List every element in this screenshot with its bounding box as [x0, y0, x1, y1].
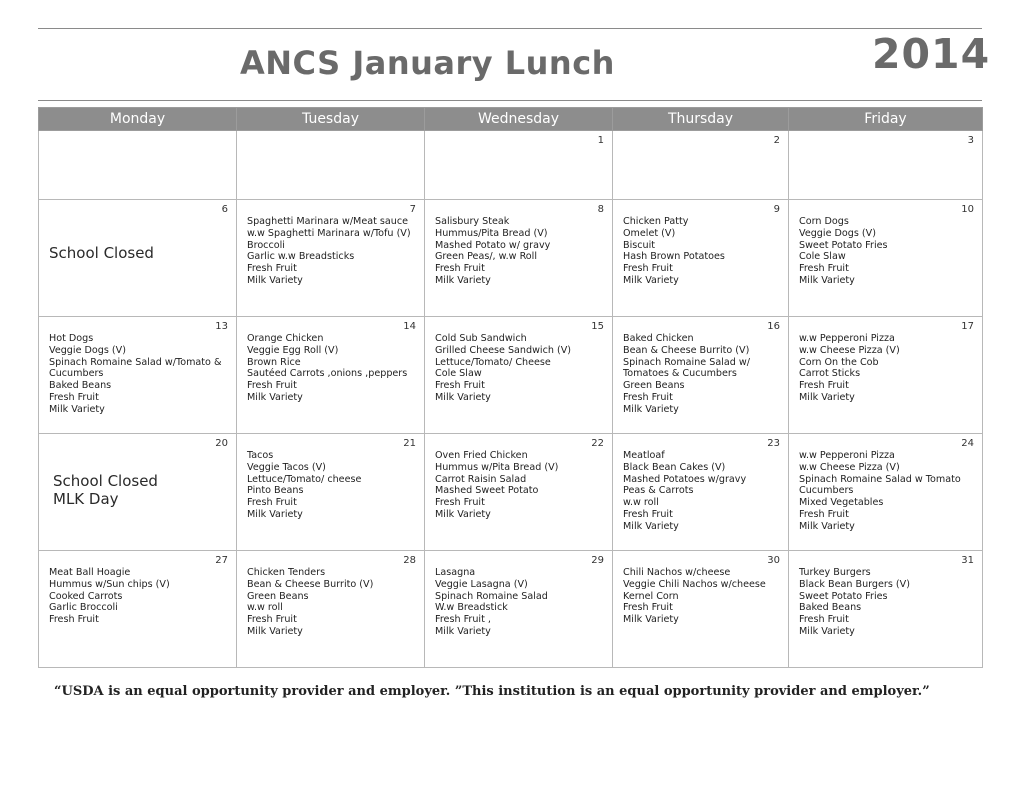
menu-item: Spinach Romaine Salad: [435, 590, 548, 602]
menu-item: Broccoli: [247, 239, 285, 251]
menu-item: Fresh Fruit: [799, 614, 849, 626]
menu-item: Hot Dogs: [49, 333, 94, 344]
menu-list: [789, 200, 982, 287]
day-cell-thursday: [613, 317, 789, 434]
menu-item: Mashed Potato w/ gravy: [435, 239, 551, 251]
menu-item: Orange Chicken: [247, 333, 324, 344]
menu-item: Milk Variety: [247, 625, 303, 637]
day-cell-monday: [39, 131, 237, 200]
menu-item: Omelet (V): [623, 227, 676, 239]
day-cell-monday: [39, 200, 237, 317]
menu-item: Fresh Fruit: [435, 263, 485, 275]
day-header-monday: Monday: [39, 108, 237, 131]
week-row: [39, 317, 983, 434]
day-header-tuesday: Tuesday: [237, 108, 425, 131]
week-row: [39, 551, 983, 668]
menu-item: Turkey Burgers: [799, 567, 871, 578]
closed-label: School Closed: [49, 244, 154, 262]
menu-item: Fresh Fruit: [49, 391, 99, 403]
day-number: 9: [773, 204, 780, 215]
day-cell-monday: [39, 317, 237, 434]
menu-item: Green Beans: [247, 590, 309, 602]
menu-item: Cucumbers: [49, 368, 104, 380]
menu-item: Milk Variety: [435, 508, 491, 520]
closed-label: School Closed: [53, 472, 158, 490]
menu-list: [425, 317, 612, 404]
menu-item: Carrot Sticks: [799, 368, 861, 380]
menu-list: [237, 200, 424, 287]
menu-item: Milk Variety: [247, 391, 303, 403]
menu-list: [613, 200, 788, 287]
year-label: 2014: [872, 30, 991, 78]
day-number: 22: [591, 438, 604, 449]
day-cell-wednesday: [425, 551, 613, 668]
menu-item: w.w roll: [623, 497, 659, 509]
day-cell-tuesday: [237, 551, 425, 668]
menu-item: Milk Variety: [623, 614, 679, 626]
day-cell-wednesday: [425, 131, 613, 200]
menu-item: Fresh Fruit: [623, 263, 673, 275]
menu-item: Lettuce/Tomato/ Cheese: [435, 356, 551, 368]
page-title: ANCS January Lunch: [240, 44, 615, 82]
menu-item: Fresh Fruit: [247, 614, 297, 626]
day-cell-tuesday: [237, 200, 425, 317]
menu-item: Milk Variety: [799, 625, 855, 637]
menu-item: w.w Cheese Pizza (V): [799, 344, 900, 356]
menu-item: Fresh Fruit: [623, 602, 673, 614]
menu-item: Oven Fried Chicken: [435, 450, 528, 461]
menu-item: Cucumbers: [799, 485, 854, 497]
menu-item: Lasagna: [435, 567, 476, 578]
menu-item: Fresh Fruit ,: [435, 614, 491, 626]
menu-item: Spaghetti Marinara w/Meat sauce: [247, 216, 409, 227]
top-rule: [38, 28, 982, 29]
day-number: 23: [767, 438, 780, 449]
menu-item: Hummus w/Pita Bread (V): [435, 461, 559, 473]
menu-item: Chicken Tenders: [247, 567, 326, 578]
menu-item: Green Beans: [623, 380, 685, 392]
menu-item: Veggie Egg Roll (V): [247, 344, 339, 356]
school-closed-note: [53, 472, 158, 508]
day-number: 31: [961, 555, 974, 566]
menu-item: Spinach Romaine Salad w Tomato: [799, 473, 961, 485]
menu-item: Fresh Fruit: [49, 614, 99, 626]
menu-list: [237, 434, 424, 521]
menu-item: Mashed Sweet Potato: [435, 485, 539, 497]
menu-item: Meatloaf: [623, 450, 665, 461]
menu-item: Garlic Broccoli: [49, 602, 118, 614]
menu-item: Fresh Fruit: [247, 380, 297, 392]
menu-list: [425, 200, 612, 287]
day-cell-tuesday: [237, 131, 425, 200]
menu-item: Chili Nachos w/cheese: [623, 567, 731, 578]
menu-item: Milk Variety: [799, 274, 855, 286]
menu-item: W.w Breadstick: [435, 602, 508, 614]
menu-item: Veggie Dogs (V): [799, 227, 876, 239]
day-number: 6: [221, 204, 228, 215]
menu-item: Milk Variety: [49, 403, 105, 415]
day-number: 21: [403, 438, 416, 449]
menu-item: Sweet Potato Fries: [799, 590, 888, 602]
day-number: 17: [961, 321, 974, 332]
day-number: 7: [409, 204, 416, 215]
day-cell-thursday: [613, 131, 789, 200]
menu-item: Cooked Carrots: [49, 590, 123, 602]
day-header-wednesday: Wednesday: [425, 108, 613, 131]
menu-list: [39, 551, 236, 626]
menu-item: Milk Variety: [435, 391, 491, 403]
day-number: 14: [403, 321, 416, 332]
menu-item: Tacos: [247, 450, 274, 461]
menu-item: Chicken Patty: [623, 216, 689, 227]
menu-item: w.w Cheese Pizza (V): [799, 461, 900, 473]
day-cell-tuesday: [237, 434, 425, 551]
menu-item: w.w roll: [247, 602, 283, 614]
day-number: 2: [773, 135, 780, 146]
menu-item: Milk Variety: [247, 508, 303, 520]
day-cell-wednesday: [425, 200, 613, 317]
day-number: 8: [597, 204, 604, 215]
school-closed-note: [49, 244, 154, 262]
day-number: 30: [767, 555, 780, 566]
menu-item: Spinach Romaine Salad w/: [623, 356, 750, 368]
menu-list: [425, 551, 612, 638]
day-number: 13: [215, 321, 228, 332]
menu-item: Green Peas/, w.w Roll: [435, 251, 538, 263]
menu-list: [39, 317, 236, 416]
menu-item: Hummus/Pita Bread (V): [435, 227, 548, 239]
menu-item: Fresh Fruit: [623, 391, 673, 403]
menu-item: Milk Variety: [623, 403, 679, 415]
menu-list: [425, 434, 612, 521]
menu-item: Fresh Fruit: [799, 263, 849, 275]
week-row: [39, 200, 983, 317]
day-cell-monday: [39, 551, 237, 668]
menu-list: [613, 317, 788, 416]
menu-item: Carrot Raisin Salad: [435, 473, 527, 485]
menu-item: Veggie Tacos (V): [247, 461, 326, 473]
menu-item: Black Bean Burgers (V): [799, 578, 910, 590]
day-number: 29: [591, 555, 604, 566]
menu-list: [613, 551, 788, 626]
lunch-calendar: [38, 107, 983, 668]
menu-item: Brown Rice: [247, 356, 301, 368]
day-cell-friday: [789, 551, 983, 668]
day-number: 16: [767, 321, 780, 332]
day-header-friday: Friday: [789, 108, 983, 131]
menu-item: w.w Spaghetti Marinara w/Tofu (V): [247, 227, 411, 239]
menu-item: Veggie Dogs (V): [49, 344, 126, 356]
menu-item: Cole Slaw: [435, 368, 482, 380]
menu-item: Baked Beans: [49, 380, 112, 392]
menu-item: Fresh Fruit: [623, 508, 673, 520]
menu-item: Fresh Fruit: [247, 497, 297, 509]
menu-item: Hummus w/Sun chips (V): [49, 578, 170, 590]
menu-item: Tomatoes & Cucumbers: [623, 368, 737, 380]
day-cell-friday: [789, 317, 983, 434]
menu-item: Pinto Beans: [247, 485, 304, 497]
day-cell-thursday: [613, 200, 789, 317]
day-number: 15: [591, 321, 604, 332]
day-number: 10: [961, 204, 974, 215]
menu-item: Garlic w.w Breadsticks: [247, 251, 355, 263]
menu-item: Bean & Cheese Burrito (V): [623, 344, 750, 356]
menu-item: Veggie Lasagna (V): [435, 578, 528, 590]
menu-item: Lettuce/Tomato/ cheese: [247, 473, 362, 485]
menu-item: Milk Variety: [623, 520, 679, 532]
menu-item: Milk Variety: [435, 274, 491, 286]
usda-footer-note: “USDA is an equal opportunity provider and employer. ”This institution is an equal opportunity provider and employer.”: [54, 684, 930, 699]
menu-item: Fresh Fruit: [435, 380, 485, 392]
menu-item: Baked Beans: [799, 602, 862, 614]
menu-list: [237, 317, 424, 404]
day-number: 24: [961, 438, 974, 449]
day-cell-tuesday: [237, 317, 425, 434]
menu-list: [613, 434, 788, 533]
menu-item: Spinach Romaine Salad w/Tomato &: [49, 356, 222, 368]
menu-list: [789, 317, 982, 404]
day-number: 27: [215, 555, 228, 566]
day-number: 1: [597, 135, 604, 146]
menu-item: Biscuit: [623, 239, 656, 251]
menu-item: Hash Brown Potatoes: [623, 251, 725, 263]
menu-item: Cold Sub Sandwich: [435, 333, 527, 344]
menu-item: Cole Slaw: [799, 251, 846, 263]
menu-item: Mixed Vegetables: [799, 497, 884, 509]
menu-item: Meat Ball Hoagie: [49, 567, 131, 578]
day-cell-friday: [789, 131, 983, 200]
menu-item: Fresh Fruit: [247, 263, 297, 275]
day-cell-thursday: [613, 551, 789, 668]
menu-item: w.w Pepperoni Pizza: [799, 450, 895, 461]
menu-item: Milk Variety: [799, 520, 855, 532]
menu-item: Grilled Cheese Sandwich (V): [435, 344, 572, 356]
menu-item: Fresh Fruit: [799, 380, 849, 392]
day-cell-monday: [39, 434, 237, 551]
weekday-header-row: [39, 108, 983, 131]
menu-item: Sweet Potato Fries: [799, 239, 888, 251]
menu-item: Sautéed Carrots ,onions ,peppers: [247, 368, 408, 380]
menu-item: Kernel Corn: [623, 590, 679, 602]
day-number: 20: [215, 438, 228, 449]
menu-item: Milk Variety: [623, 274, 679, 286]
day-cell-friday: [789, 200, 983, 317]
menu-item: Black Bean Cakes (V): [623, 461, 726, 473]
holiday-label: MLK Day: [53, 490, 119, 508]
week-row: [39, 131, 983, 200]
week-row: [39, 434, 983, 551]
menu-item: Peas & Carrots: [623, 485, 694, 497]
menu-item: Fresh Fruit: [799, 508, 849, 520]
menu-item: Fresh Fruit: [435, 497, 485, 509]
day-cell-friday: [789, 434, 983, 551]
day-cell-thursday: [613, 434, 789, 551]
menu-list: [789, 551, 982, 638]
menu-item: Corn On the Cob: [799, 356, 879, 368]
menu-item: Corn Dogs: [799, 216, 849, 227]
menu-list: [789, 434, 982, 533]
menu-item: Milk Variety: [799, 391, 855, 403]
day-number: 3: [967, 135, 974, 146]
day-number: 28: [403, 555, 416, 566]
menu-item: Milk Variety: [435, 625, 491, 637]
day-cell-wednesday: [425, 434, 613, 551]
day-header-thursday: Thursday: [613, 108, 789, 131]
menu-item: Milk Variety: [247, 274, 303, 286]
menu-item: Veggie Chili Nachos w/cheese: [623, 578, 766, 590]
menu-item: w.w Pepperoni Pizza: [799, 333, 895, 344]
menu-item: Baked Chicken: [623, 333, 694, 344]
menu-list: [237, 551, 424, 638]
menu-item: Mashed Potatoes w/gravy: [623, 473, 747, 485]
title-rule: [38, 100, 982, 101]
menu-item: Salisbury Steak: [435, 216, 510, 227]
day-cell-wednesday: [425, 317, 613, 434]
menu-item: Bean & Cheese Burrito (V): [247, 578, 374, 590]
